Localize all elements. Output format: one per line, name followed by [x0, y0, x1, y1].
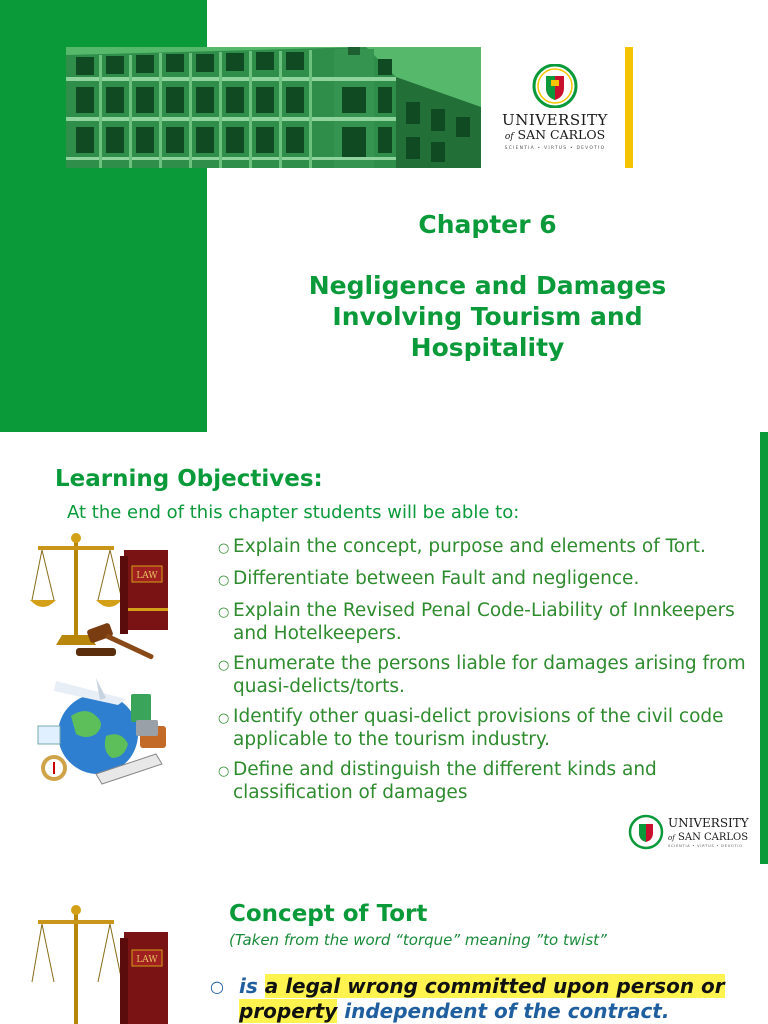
list-bullet-icon: ○	[218, 658, 230, 673]
objective-item: ○ Differentiate between Fault and negligence.	[218, 568, 640, 589]
tort-definition: is a legal wrong committed upon person or property independent of the contract.	[239, 974, 725, 1023]
title-block	[207, 208, 768, 363]
svg-text:UNIVERSITY: UNIVERSITY	[668, 816, 749, 830]
list-bullet-icon: ○	[218, 541, 230, 556]
chapter-label: Chapter 6	[418, 210, 557, 239]
tort-heading: Concept of Tort	[229, 901, 428, 927]
campus-building-photo	[66, 47, 481, 168]
title-slide	[0, 0, 768, 432]
list-bullet-icon: ○	[218, 711, 230, 726]
chapter-title: Negligence and Damages Involving Tourism and Hospitality	[308, 271, 667, 362]
objective-item: ○ Explain the concept, purpose and elements of Tort.	[218, 536, 706, 557]
travel-globe-icon	[36, 676, 171, 791]
university-name-line1: UNIVERSITY	[502, 111, 608, 129]
objectives-intro: At the end of this chapter students will be able to:	[67, 502, 520, 523]
svg-text:SCIENTIA • VIRTUS • DEVOTIO: SCIENTIA • VIRTUS • DEVOTIO	[668, 844, 743, 848]
objectives-heading: Learning Objectives:	[55, 466, 323, 492]
svg-text:LAW: LAW	[136, 571, 158, 581]
svg-text:LAW: LAW	[136, 955, 158, 965]
university-motto: SCIENTIA • VIRTUS • DEVOTIO	[504, 146, 606, 151]
highlighted-text: property	[239, 999, 338, 1023]
tort-etymology-note: (Taken from the word “torque” meaning ”to twist”	[229, 931, 607, 949]
university-name-line2: of SAN CARLOS	[504, 127, 606, 142]
list-bullet-icon: ○	[218, 605, 230, 620]
list-bullet-icon: ○	[218, 573, 230, 588]
objective-item: ○ Identify other quasi-delict provisions of the civil code applicable to the tourism industry.	[218, 706, 724, 750]
highlighted-text: a legal wrong committed upon person or	[264, 974, 725, 998]
yellow-accent-bar	[625, 47, 633, 168]
svg-text:of SAN CARLOS: of SAN CARLOS	[668, 832, 749, 843]
objective-item: ○ Enumerate the persons liable for damages arising from quasi-delicts/torts.	[218, 653, 746, 697]
objective-item: ○ Define and distinguish the different kinds and classification of damages	[218, 759, 657, 803]
scales-of-justice-icon	[28, 530, 178, 665]
objectives-list	[218, 536, 753, 812]
learning-objectives-slide	[0, 432, 768, 864]
list-bullet-icon: ○	[210, 977, 224, 996]
list-bullet-icon: ○	[218, 764, 230, 779]
university-logo	[495, 64, 615, 156]
green-side-bar	[760, 432, 768, 864]
objective-item: ○ Explain the Revised Penal Code-Liability of Innkeepers and Hotelkeepers.	[218, 600, 735, 644]
scales-and-law-book-icon	[28, 902, 178, 1024]
university-seal-icon	[532, 64, 578, 108]
concept-of-tort-slide	[0, 864, 768, 1024]
university-logo-small	[628, 812, 756, 852]
